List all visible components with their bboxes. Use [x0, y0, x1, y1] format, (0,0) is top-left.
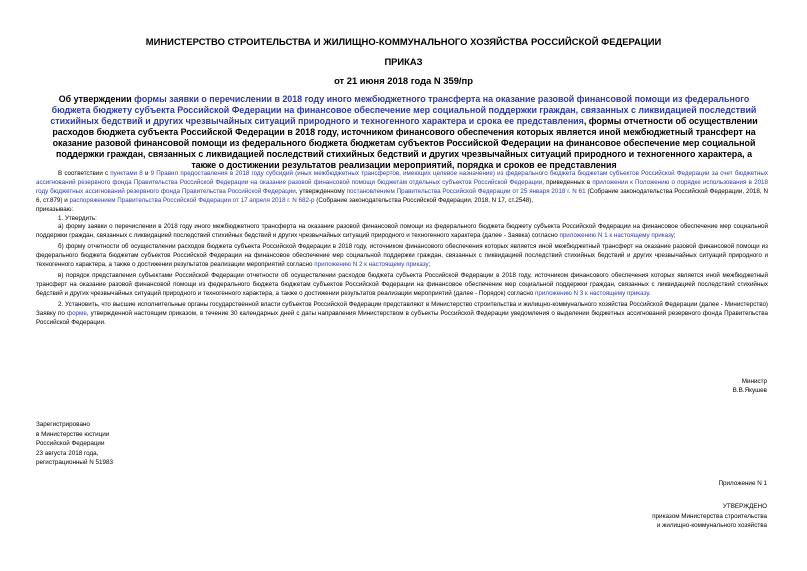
item2-text: 2. Установить, что высшие исполнительные органы государственной власти субъектов Российской Федерации представляют в Министерство строительства и жилищно-коммунального хозяйства Российской Федерации (далее - Министерство) Заявку по [36, 300, 768, 317]
intro-paragraph [36, 170, 768, 206]
intro-text: , утвержденному [295, 187, 347, 195]
order-word: приказываю: [36, 205, 74, 213]
approved-stamp-text: УТВЕРЖДЕНО [722, 503, 767, 510]
intro-text: (Собрание законодательства Российской Федерации, 2018, N 6, ст.879) и [36, 187, 768, 204]
intro-text: и [142, 170, 151, 177]
signature-block [733, 377, 767, 395]
document-body [36, 170, 768, 327]
link-point-8[interactable]: пунктами 8 [110, 170, 143, 177]
item1-c-end: . [648, 289, 651, 297]
approved-by-line: и жилищно-коммунального хозяйства [656, 522, 767, 530]
intro-text: , приведенных в [542, 178, 593, 186]
link-appendix-2[interactable]: приложению N 2 к настоящему приказу [314, 261, 429, 269]
item1-c [36, 272, 768, 299]
registration-block [36, 420, 113, 468]
item1-a-text: а) форму заявки о перечислении в 2018 году иного межбюджетного трансферта на оказание разовой финансовой помощи из федерального бюджета бюджету субъекта Российской Федерации на финансовое обеспечение мер социальной поддержки граждан, связанных с ликвидацией последствий стихийных бедствий и других чрезвычайных ситуаций природного и техногенного характера (далее - Заявка) согласно [36, 223, 768, 240]
item1-a-end: ; [673, 232, 676, 240]
heading-suffix: , формы отчетности об осуществлении расходов бюджета субъекта Российской Федерации в 2018 году, источником финансового обеспечения которых является иной межбюджетный трансферт на оказание разовой финансовой помощи из федерального бюджета бюджетам субъектов Российской Федерации на финансовое обеспечение мер социальной поддержки граждан, связанных с ликвидацией последствий стихийных бедствий и других чрезвычайных ситуаций природного и техногенного характера, а также о достижении результатов реализации мероприятий, порядка и сроков ее представления [52, 116, 758, 170]
link-form[interactable]: форме [66, 309, 87, 317]
intro-text: В соответствии с [58, 170, 111, 177]
intro-text: (Собрание законодательства Российской Федерации, 2018, N 17, ст.2548), [314, 196, 534, 204]
item2 [36, 301, 768, 328]
heading-prefix: Об утверждении [58, 94, 135, 104]
item1-b [36, 243, 768, 270]
approval-block [652, 502, 767, 531]
link-appendix-regulation[interactable]: приложении к Положению о порядке использования в 2018 году бюджетных ассигнований резервного фонда Правительства Российской Федерации [36, 178, 768, 195]
registration-number: регистрационный N 51983 [36, 459, 114, 467]
document-type: ПРИКАЗ [384, 56, 423, 67]
item2-text-end: , утвержденной настоящим приказом, в течение 30 календарных дней с даты направления Министерством в субъекты Российской Федерации уведомления о выделении бюджетных ассигнований резервного фонда Правительства Российской Федерации. [36, 309, 768, 326]
signatory-name: В.В.Якушев [732, 387, 767, 394]
link-appendix-3[interactable]: приложению N 3 к настоящему приказу [535, 289, 649, 297]
item1-b-end: ; [428, 261, 431, 269]
registration-line: Зарегистрировано [36, 421, 90, 428]
item1-b-text: б) форму отчетности об осуществлении расходов бюджета субъекта Российской Федерации в 2018 году, источником финансового обеспечения которых является иной межбюджетный трансферт на оказание разовой финансовой помощи из федерального бюджета бюджетам субъектов Российской Федерации на финансовое обеспечение мер социальной поддержки граждан, связанных с ликвидацией последствий стихийных бедствий и других чрезвычайных ситуаций природного и техногенного характера, а также о достижении результатов реализации мероприятий согласно [36, 243, 768, 269]
appendix-label: Приложение N 1 [718, 480, 767, 487]
signatory-title: Министр [741, 378, 767, 385]
link-appendix-1[interactable]: приложению N 1 к настоящему приказу [559, 232, 674, 240]
registration-line: Российской Федерации [36, 440, 105, 448]
link-government-order[interactable]: распоряжением Правительства Российской Федерации от 17 апреля 2018 г. N 682-р [69, 196, 315, 204]
item1-title: 1. Утвердить: [58, 214, 97, 222]
approved-by-line: приказом Министерства строительства [652, 512, 767, 520]
document-heading [44, 94, 764, 171]
registration-line: в Министерстве юстиции [36, 430, 110, 438]
ministry-name: МИНИСТЕРСТВО СТРОИТЕЛЬСТВА И ЖИЛИЩНО-КОММУНАЛЬНОГО ХОЗЯЙСТВА РОССИЙСКОЙ ФЕДЕРАЦИИ [145, 36, 662, 47]
registration-date: 23 августа 2018 года, [36, 449, 99, 457]
link-government-decree[interactable]: постановлением Правительства Российской Федерации от 25 января 2018 г. N 61 [346, 187, 586, 195]
link-rules[interactable]: 9 Правил предоставления в 2018 году субсидий (иных межбюджетных трансфертов, имеющих целевое назначение) из федерального бюджета бюджетам субъектов Российской Федерации за счет бюджетных ассигнований резервного фонда Правительства Российской Федерации на оказание разовой финансовой помощи бюджетам отдельных субъектов Российской Федерации [36, 170, 768, 186]
heading-form-link[interactable]: формы заявки о перечислении в 2018 году иного межбюджетного трансферта на оказание разовой финансовой помощи из федерального бюджета бюджету субъекта Российской Федерации на финансовое обеспечение мер социальной поддержки граждан, связанных с ликвидацией последствий стихийных бедствий и других чрезвычайных ситуаций природного и техногенного характера и срока ее представления [50, 94, 757, 126]
item1-c-text: в) порядок представления субъектами Российской Федерации отчетности об осуществлении расходов бюджета субъекта Российской Федерации в 2018 году, источником финансового обеспечения которых является иной межбюджетный трансферт на оказание разовой финансовой помощи из федерального бюджета бюджетам субъектов Российской Федерации на финансовое обеспечение мер социальной поддержки граждан, связанных с ликвидацией последствий стихийных бедствий и других чрезвычайных ситуаций природного и техногенного характера, а также о достижении результатов реализации мероприятий (далее - Порядок) согласно [36, 271, 768, 297]
item1-a [36, 223, 768, 241]
document-date-number: от 21 июня 2018 года N 359/пр [334, 75, 473, 86]
